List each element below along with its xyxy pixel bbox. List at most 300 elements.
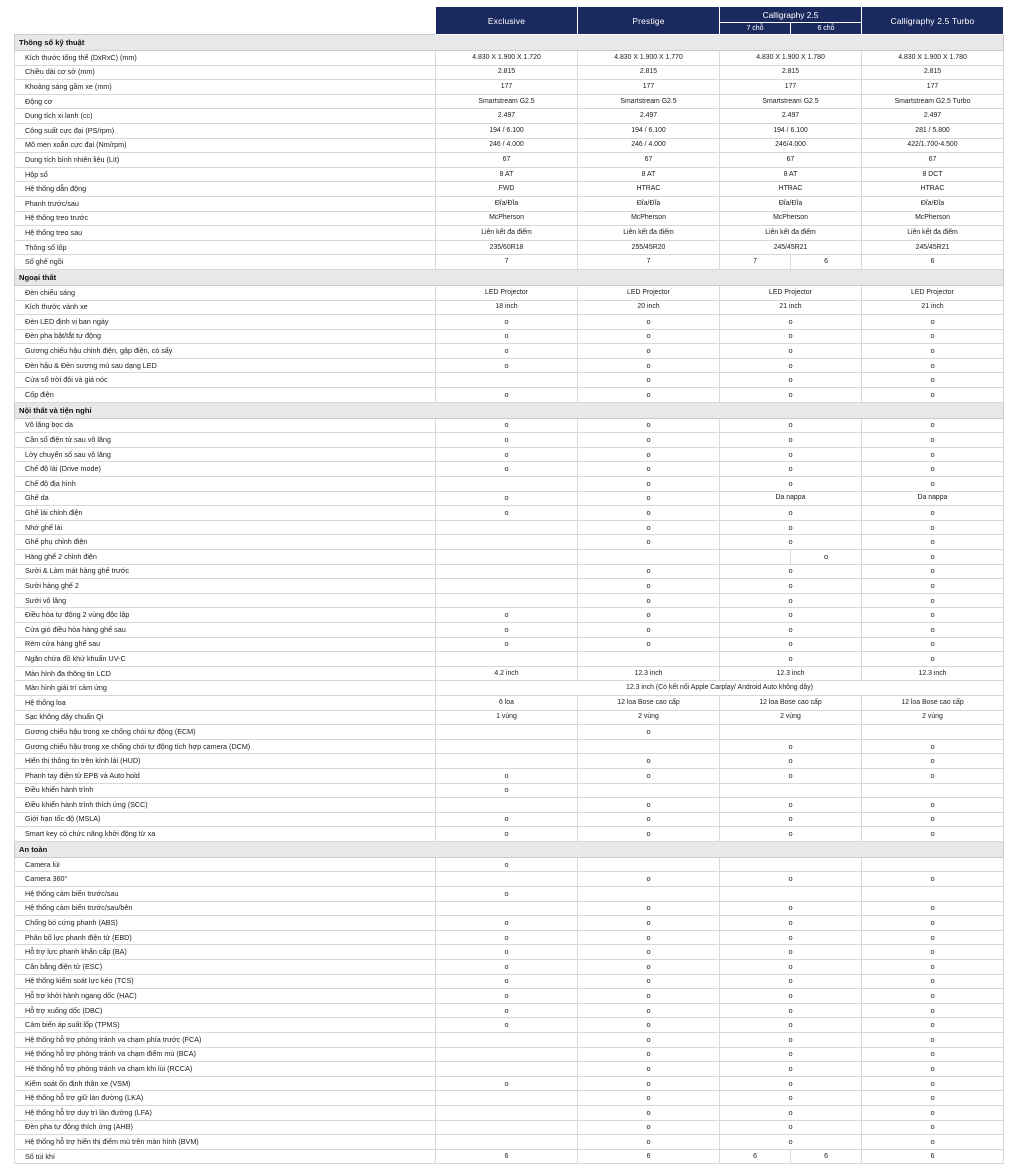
- value-cell: o: [436, 506, 578, 521]
- feature-label: Cốp điện: [15, 388, 436, 403]
- value-cell: 6: [791, 255, 862, 270]
- feature-label: Vô lăng bọc da: [15, 418, 436, 433]
- value-cell: Liên kết đa điểm: [720, 226, 862, 241]
- value-cell: 2.815: [720, 65, 862, 80]
- table-row: [15, 182, 1004, 197]
- section-title: Thông số kỹ thuật: [15, 35, 1004, 51]
- value-cell: Đĩa/Đĩa: [720, 196, 862, 211]
- value-cell: o: [578, 725, 720, 740]
- value-cell: 255/45R20: [578, 240, 720, 255]
- spec-table: [14, 6, 1004, 1164]
- value-cell: o: [578, 1076, 720, 1091]
- value-cell: [578, 887, 720, 902]
- table-row: [15, 872, 1004, 887]
- value-cell: o: [436, 1003, 578, 1018]
- value-cell: Smartstream G2.5 Turbo: [862, 94, 1004, 109]
- value-cell: 6: [436, 1149, 578, 1164]
- feature-label: Ngăn chứa đồ khử khuẩn UV-C: [15, 652, 436, 667]
- value-cell: o: [720, 520, 862, 535]
- value-cell: o: [720, 388, 862, 403]
- value-cell: o: [720, 329, 862, 344]
- value-cell: 6: [720, 1149, 791, 1164]
- value-cell: Da nappa: [862, 491, 1004, 506]
- feature-label: Hỗ trợ khởi hành ngang dốc (HAC): [15, 989, 436, 1004]
- value-cell: o: [720, 1047, 862, 1062]
- value-cell: o: [720, 930, 862, 945]
- value-cell: o: [720, 433, 862, 448]
- value-cell: Liên kết đa điểm: [578, 226, 720, 241]
- value-cell: o: [578, 827, 720, 842]
- value-cell: o: [436, 329, 578, 344]
- value-cell: 4.830 X 1.900 X 1.780: [720, 51, 862, 66]
- value-cell: o: [578, 564, 720, 579]
- value-cell: [436, 579, 578, 594]
- value-cell: o: [862, 535, 1004, 550]
- feature-label: Hệ thống loa: [15, 695, 436, 710]
- value-cell: o: [578, 637, 720, 652]
- value-cell: 4.830 X 1.900 X 1.720: [436, 51, 578, 66]
- value-cell: o: [720, 916, 862, 931]
- value-cell: 12.3 inch (Có kết nối Apple Carplay/ Android Auto không dây): [436, 681, 1004, 696]
- value-cell: o: [578, 388, 720, 403]
- value-cell: o: [862, 550, 1004, 565]
- value-cell: o: [862, 506, 1004, 521]
- value-cell: 21 inch: [862, 300, 1004, 315]
- value-cell: o: [720, 1033, 862, 1048]
- value-cell: o: [720, 1120, 862, 1135]
- value-cell: o: [436, 447, 578, 462]
- value-cell: o: [436, 887, 578, 902]
- feature-label: Phanh tay điện tử EPB và Auto hold: [15, 768, 436, 783]
- value-cell: McPherson: [862, 211, 1004, 226]
- value-cell: o: [578, 358, 720, 373]
- value-cell: [436, 798, 578, 813]
- table-row: [15, 637, 1004, 652]
- table-row: [15, 739, 1004, 754]
- value-cell: o: [862, 739, 1004, 754]
- value-cell: o: [578, 901, 720, 916]
- value-cell: 2.815: [578, 65, 720, 80]
- feature-label: Hệ thống hỗ trợ phòng tránh va chạm phía trước (FCA): [15, 1033, 436, 1048]
- value-cell: o: [862, 579, 1004, 594]
- value-cell: o: [720, 373, 862, 388]
- feature-label: Sạc không dây chuẩn Qi: [15, 710, 436, 725]
- feature-label: Hệ thống kiểm soát lực kéo (TCS): [15, 974, 436, 989]
- value-cell: o: [720, 447, 862, 462]
- value-cell: Đĩa/Đĩa: [436, 196, 578, 211]
- table-row: [15, 477, 1004, 492]
- value-cell: [862, 887, 1004, 902]
- feature-label: Màn hình giải trí cảm ứng: [15, 681, 436, 696]
- value-cell: Smartstream G2.5: [436, 94, 578, 109]
- value-cell: 177: [436, 80, 578, 95]
- feature-label: Đèn chiếu sáng: [15, 285, 436, 300]
- value-cell: o: [862, 812, 1004, 827]
- value-cell: [436, 1047, 578, 1062]
- value-cell: [578, 550, 720, 565]
- table-row: [15, 754, 1004, 769]
- value-cell: o: [720, 1003, 862, 1018]
- value-cell: o: [578, 344, 720, 359]
- table-row: [15, 1047, 1004, 1062]
- value-cell: o: [578, 462, 720, 477]
- value-cell: 6: [862, 1149, 1004, 1164]
- value-cell: o: [578, 491, 720, 506]
- value-cell: o: [720, 418, 862, 433]
- value-cell: o: [436, 827, 578, 842]
- table-row: [15, 447, 1004, 462]
- value-cell: o: [720, 535, 862, 550]
- table-row: [15, 695, 1004, 710]
- value-cell: o: [720, 652, 862, 667]
- value-cell: o: [578, 373, 720, 388]
- value-cell: 8 AT: [720, 167, 862, 182]
- value-cell: McPherson: [578, 211, 720, 226]
- value-cell: [578, 783, 720, 798]
- value-cell: o: [862, 754, 1004, 769]
- value-cell: o: [436, 857, 578, 872]
- value-cell: 194 / 6.100: [578, 123, 720, 138]
- feature-label: Sưởi & Làm mát hàng ghế trước: [15, 564, 436, 579]
- value-cell: HTRAC: [720, 182, 862, 197]
- value-cell: 12 loa Bose cao cấp: [720, 695, 862, 710]
- value-cell: 21 inch: [720, 300, 862, 315]
- value-cell: Smartstream G2.5: [720, 94, 862, 109]
- value-cell: 177: [578, 80, 720, 95]
- value-cell: o: [578, 768, 720, 783]
- table-row: [15, 196, 1004, 211]
- table-header: [15, 7, 1004, 35]
- value-cell: o: [578, 579, 720, 594]
- section-header-row: [15, 402, 1004, 418]
- value-cell: o: [578, 1062, 720, 1077]
- feature-label: Thông số lốp: [15, 240, 436, 255]
- value-cell: 8 AT: [436, 167, 578, 182]
- feature-label: Động cơ: [15, 94, 436, 109]
- table-row: [15, 65, 1004, 80]
- value-cell: o: [578, 622, 720, 637]
- value-cell: o: [862, 388, 1004, 403]
- feature-label: Hỗ trợ lực phanh khẩn cấp (BA): [15, 945, 436, 960]
- value-cell: o: [720, 974, 862, 989]
- feature-label: Gương chiếu hậu trong xe chống chói tự động tích hợp camera (DCM): [15, 739, 436, 754]
- table-row: [15, 974, 1004, 989]
- table-row: [15, 652, 1004, 667]
- value-cell: o: [578, 477, 720, 492]
- value-cell: 245/45R21: [862, 240, 1004, 255]
- value-cell: o: [862, 652, 1004, 667]
- table-row: [15, 901, 1004, 916]
- value-cell: o: [720, 1076, 862, 1091]
- table-row: [15, 887, 1004, 902]
- table-row: [15, 798, 1004, 813]
- value-cell: 177: [720, 80, 862, 95]
- value-cell: o: [578, 1018, 720, 1033]
- value-cell: o: [720, 901, 862, 916]
- value-cell: o: [720, 989, 862, 1004]
- feature-label: Ghế lái chỉnh điện: [15, 506, 436, 521]
- table-row: [15, 1062, 1004, 1077]
- value-cell: o: [720, 1062, 862, 1077]
- value-cell: o: [436, 433, 578, 448]
- table-row: [15, 608, 1004, 623]
- value-cell: o: [578, 1003, 720, 1018]
- value-cell: HTRAC: [578, 182, 720, 197]
- value-cell: 245/45R21: [720, 240, 862, 255]
- feature-label: Ghế da: [15, 491, 436, 506]
- table-row: [15, 960, 1004, 975]
- value-cell: o: [578, 608, 720, 623]
- feature-label: Công suất cực đại (PS/rpm): [15, 123, 436, 138]
- value-cell: 67: [862, 153, 1004, 168]
- value-cell: 235/60R18: [436, 240, 578, 255]
- feature-label: Chống bó cứng phanh (ABS): [15, 916, 436, 931]
- value-cell: 2 vùng: [862, 710, 1004, 725]
- value-cell: o: [862, 315, 1004, 330]
- header-sub-7-seat: 7 chỗ: [720, 23, 791, 35]
- value-cell: 12.3 inch: [578, 666, 720, 681]
- value-cell: o: [862, 1105, 1004, 1120]
- value-cell: o: [720, 622, 862, 637]
- feature-label: Sưởi hàng ghế 2: [15, 579, 436, 594]
- table-row: [15, 1091, 1004, 1106]
- feature-label: Sưởi vô lăng: [15, 593, 436, 608]
- table-row: [15, 768, 1004, 783]
- value-cell: 12.3 inch: [720, 666, 862, 681]
- value-cell: [720, 857, 862, 872]
- table-row: [15, 989, 1004, 1004]
- value-cell: [720, 783, 862, 798]
- table-row: [15, 1149, 1004, 1164]
- value-cell: o: [862, 622, 1004, 637]
- value-cell: o: [578, 520, 720, 535]
- value-cell: o: [578, 945, 720, 960]
- table-row: [15, 681, 1004, 696]
- value-cell: o: [578, 989, 720, 1004]
- table-row: [15, 725, 1004, 740]
- table-row: [15, 138, 1004, 153]
- value-cell: 246/4.000: [720, 138, 862, 153]
- value-cell: o: [862, 520, 1004, 535]
- table-row: [15, 373, 1004, 388]
- feature-label: Số ghế ngồi: [15, 255, 436, 270]
- table-row: [15, 491, 1004, 506]
- feature-label: Phân bố lực phanh điện tử (EBD): [15, 930, 436, 945]
- value-cell: o: [720, 1091, 862, 1106]
- value-cell: o: [720, 637, 862, 652]
- value-cell: 4.2 inch: [436, 666, 578, 681]
- value-cell: o: [436, 783, 578, 798]
- value-cell: LED Projector: [578, 285, 720, 300]
- table-row: [15, 564, 1004, 579]
- feature-label: Lờy chuyển số sau vô lăng: [15, 447, 436, 462]
- value-cell: 422/1.700-4.500: [862, 138, 1004, 153]
- value-cell: o: [862, 1091, 1004, 1106]
- value-cell: o: [578, 974, 720, 989]
- feature-label: Điều khiển hành trình: [15, 783, 436, 798]
- value-cell: McPherson: [720, 211, 862, 226]
- value-cell: o: [862, 960, 1004, 975]
- value-cell: Da nappa: [720, 491, 862, 506]
- value-cell: Đĩa/Đĩa: [578, 196, 720, 211]
- table-row: [15, 358, 1004, 373]
- value-cell: [436, 1062, 578, 1077]
- value-cell: o: [862, 916, 1004, 931]
- feature-label: Kích thước vành xe: [15, 300, 436, 315]
- value-cell: o: [578, 535, 720, 550]
- value-cell: o: [862, 373, 1004, 388]
- value-cell: o: [862, 593, 1004, 608]
- value-cell: o: [720, 1105, 862, 1120]
- value-cell: o: [862, 329, 1004, 344]
- section-header-row: [15, 35, 1004, 51]
- table-row: [15, 433, 1004, 448]
- feature-label: Khoảng sáng gầm xe (mm): [15, 80, 436, 95]
- table-row: [15, 94, 1004, 109]
- value-cell: 7: [436, 255, 578, 270]
- value-cell: o: [436, 930, 578, 945]
- feature-label: Giới hạn tốc độ (MSLA): [15, 812, 436, 827]
- value-cell: o: [862, 608, 1004, 623]
- section-title: Ngoại thất: [15, 269, 1004, 285]
- value-cell: 12 loa Bose cao cấp: [862, 695, 1004, 710]
- value-cell: o: [578, 812, 720, 827]
- value-cell: o: [720, 462, 862, 477]
- table-row: [15, 827, 1004, 842]
- table-row: [15, 300, 1004, 315]
- section-title: Nội thất và tiện nghi: [15, 402, 1004, 418]
- feature-label: Điều hòa tự động 2 vùng độc lập: [15, 608, 436, 623]
- value-cell: 2 vùng: [720, 710, 862, 725]
- feature-label: Hệ thống cảm biến trước/sau/bên: [15, 901, 436, 916]
- value-cell: 67: [436, 153, 578, 168]
- table-body: [15, 35, 1004, 1164]
- value-cell: [720, 725, 862, 740]
- value-cell: 20 inch: [578, 300, 720, 315]
- feature-label: Hệ thống treo sau: [15, 226, 436, 241]
- feature-label: Gương chiếu hậu chỉnh điện, gập điện, có sấy: [15, 344, 436, 359]
- feature-label: Camera lùi: [15, 857, 436, 872]
- value-cell: [578, 857, 720, 872]
- value-cell: o: [578, 506, 720, 521]
- table-row: [15, 255, 1004, 270]
- value-cell: o: [862, 1062, 1004, 1077]
- value-cell: [862, 783, 1004, 798]
- value-cell: [578, 739, 720, 754]
- value-cell: o: [436, 989, 578, 1004]
- feature-label: Hệ thống hỗ trợ giữ làn đường (LKA): [15, 1091, 436, 1106]
- value-cell: McPherson: [436, 211, 578, 226]
- value-cell: 8 DCT: [862, 167, 1004, 182]
- value-cell: o: [720, 608, 862, 623]
- value-cell: o: [436, 768, 578, 783]
- value-cell: o: [862, 477, 1004, 492]
- value-cell: 12.3 inch: [862, 666, 1004, 681]
- value-cell: o: [720, 1135, 862, 1150]
- value-cell: o: [720, 827, 862, 842]
- value-cell: 281 / 5.800: [862, 123, 1004, 138]
- table-row: [15, 622, 1004, 637]
- value-cell: 12 loa Bose cao cấp: [578, 695, 720, 710]
- table-row: [15, 418, 1004, 433]
- header-sub-6-seat: 6 chỗ: [791, 23, 862, 35]
- value-cell: LED Projector: [720, 285, 862, 300]
- value-cell: o: [578, 1105, 720, 1120]
- value-cell: o: [720, 344, 862, 359]
- value-cell: o: [720, 812, 862, 827]
- feature-label: Hiển thị thông tin trên kính lái (HUD): [15, 754, 436, 769]
- feature-label: Hộp số: [15, 167, 436, 182]
- value-cell: Smartstream G2.5: [578, 94, 720, 109]
- table-row: [15, 916, 1004, 931]
- table-row: [15, 329, 1004, 344]
- value-cell: o: [436, 960, 578, 975]
- table-row: [15, 315, 1004, 330]
- feature-label: Hệ thống hỗ trợ phòng tránh va chạm khi lùi (RCCA): [15, 1062, 436, 1077]
- value-cell: 1 vùng: [436, 710, 578, 725]
- feature-label: Hệ thống dẫn động: [15, 182, 436, 197]
- feature-label: Cần số điện tử sau vô lăng: [15, 433, 436, 448]
- feature-label: Hàng ghế 2 chỉnh điện: [15, 550, 436, 565]
- feature-label: Hỗ trợ xuống dốc (DBC): [15, 1003, 436, 1018]
- value-cell: o: [862, 1047, 1004, 1062]
- value-cell: 2.497: [578, 109, 720, 124]
- value-cell: o: [578, 329, 720, 344]
- value-cell: o: [578, 930, 720, 945]
- value-cell: Đĩa/Đĩa: [862, 196, 1004, 211]
- value-cell: o: [862, 433, 1004, 448]
- value-cell: o: [436, 945, 578, 960]
- table-row: [15, 211, 1004, 226]
- value-cell: [436, 593, 578, 608]
- value-cell: [436, 901, 578, 916]
- feature-label: Hệ thống treo trước: [15, 211, 436, 226]
- value-cell: o: [436, 315, 578, 330]
- table-row: [15, 593, 1004, 608]
- value-cell: o: [436, 1018, 578, 1033]
- value-cell: 67: [720, 153, 862, 168]
- value-cell: [436, 550, 578, 565]
- value-cell: o: [578, 1033, 720, 1048]
- table-row: [15, 506, 1004, 521]
- section-title: An toàn: [15, 841, 1004, 857]
- value-cell: o: [720, 739, 862, 754]
- table-row: [15, 226, 1004, 241]
- value-cell: o: [720, 593, 862, 608]
- feature-label: Cửa sổ trời đôi và giá nóc: [15, 373, 436, 388]
- table-row: [15, 388, 1004, 403]
- feature-label: Smart key có chức năng khởi động từ xa: [15, 827, 436, 842]
- value-cell: o: [578, 433, 720, 448]
- value-cell: o: [578, 798, 720, 813]
- section-header-row: [15, 841, 1004, 857]
- value-cell: [436, 477, 578, 492]
- value-cell: 18 inch: [436, 300, 578, 315]
- feature-label: Đèn hậu & Đèn sương mù sau dạng LED: [15, 358, 436, 373]
- feature-label: Nhớ ghế lái: [15, 520, 436, 535]
- value-cell: o: [720, 945, 862, 960]
- value-cell: o: [436, 462, 578, 477]
- header-col-calligraphy: Calligraphy 2.5: [720, 7, 862, 23]
- value-cell: 6: [862, 255, 1004, 270]
- value-cell: 6 loa: [436, 695, 578, 710]
- value-cell: o: [791, 550, 862, 565]
- section-header-row: [15, 269, 1004, 285]
- value-cell: Liên kết đa điểm: [862, 226, 1004, 241]
- table-row: [15, 666, 1004, 681]
- value-cell: o: [862, 418, 1004, 433]
- feature-label: Cảm biến áp suất lốp (TPMS): [15, 1018, 436, 1033]
